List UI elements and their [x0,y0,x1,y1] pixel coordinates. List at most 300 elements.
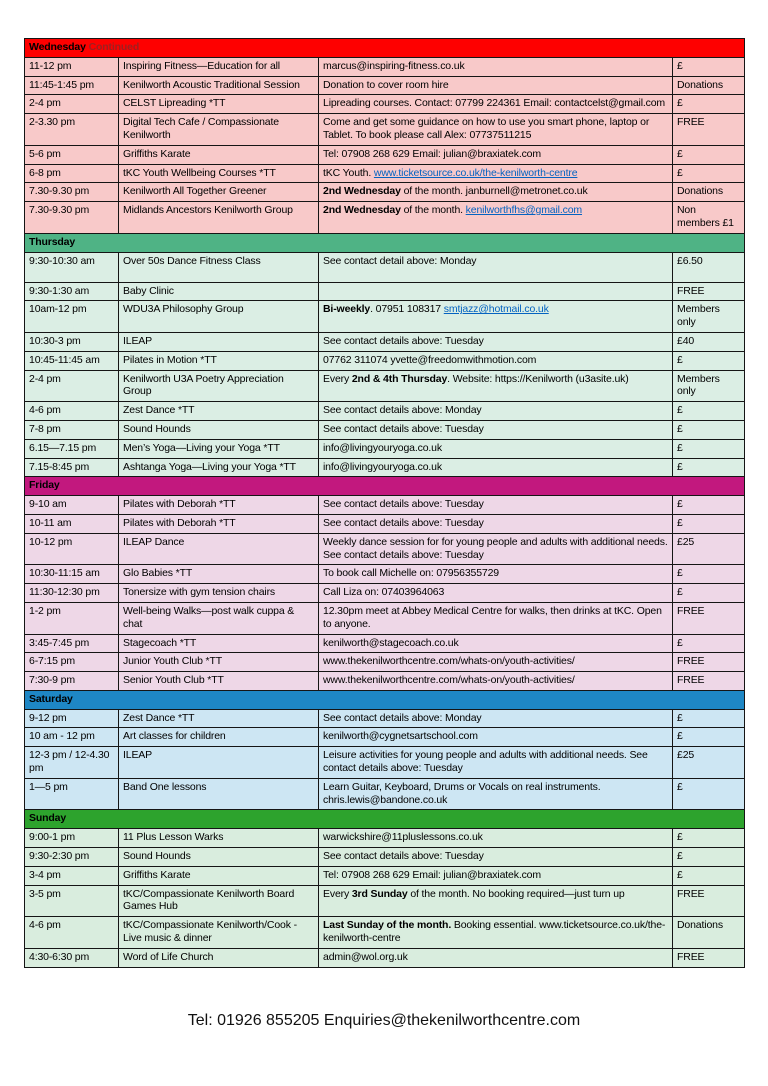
activity-cell [119,565,319,584]
cell-text: Donations [677,78,723,91]
time-cell [25,514,119,533]
cell-text: 10-12 pm [29,535,73,548]
activity-cell [119,584,319,603]
time-cell [25,420,119,439]
schedule-row [25,458,745,477]
cell-text: 7:30-9 pm [29,674,75,687]
activity-cell [119,948,319,967]
time-cell [25,301,119,333]
cell-text: 3:45-7:45 pm [29,636,90,649]
cost-cell [673,496,745,515]
activity-cell [119,57,319,76]
cell-text: 7.30-9.30 pm [29,185,90,198]
cost-cell [673,57,745,76]
link-text[interactable]: kenilworthfhs@gmail.com [465,204,583,217]
schedule-row [25,496,745,515]
cell-text: Booking essential. www.ticketsource.co.uk/the-kenilworth-centre [323,919,666,945]
details-cell [319,332,673,351]
cell-text: Junior Youth Club *TT [123,655,222,668]
cell-text: £25 [677,535,695,548]
details-cell [319,709,673,728]
cell-text: 9:30-10:30 am [29,254,95,267]
cell-text: 3-5 pm [29,887,61,900]
cost-cell [673,728,745,747]
schedule-row [25,778,745,810]
cost-cell [673,565,745,584]
schedule-row [25,533,745,565]
cost-cell [673,282,745,301]
cell-text: 10 am - 12 pm [29,730,95,743]
schedule-row [25,252,745,282]
details-cell [319,57,673,76]
cell-text: Digital Tech Cafe / Compassionate Kenilworth [123,116,279,141]
cost-cell [673,370,745,402]
cell-text: £ [677,850,683,863]
cell-text: Every [323,887,352,900]
activity-cell [119,164,319,183]
cell-text: £ [677,460,683,473]
cell-text: 07762 311074 yvette@freedomwithmotion.com [323,353,537,366]
schedule-row [25,634,745,653]
section-header-wednesday [25,39,745,58]
details-cell [319,420,673,439]
time-cell [25,496,119,515]
time-cell [25,778,119,810]
time-cell [25,829,119,848]
activity-cell [119,917,319,949]
time-cell [25,584,119,603]
details-cell [319,402,673,421]
cell-text: ILEAP [123,749,153,762]
cost-cell [673,514,745,533]
schedule-row [25,95,745,114]
schedule-row [25,866,745,885]
cell-text: 6-7:15 pm [29,655,75,668]
cell-text: 10:30-11:15 am [29,567,100,580]
cell-text: £6.50 [677,254,703,267]
cell-text: Tel: 07908 268 629 Email: julian@braxiatek.com [323,868,541,881]
cell-text: 10:45-11:45 am [29,353,100,366]
cell-text: info@livingyouryoga.co.uk [323,460,442,473]
cell-text: Call Liza on: 07403964063 [323,586,445,599]
cell-text: Art classes for children [123,730,226,743]
time-cell [25,95,119,114]
cell-text: kenilworth@stagecoach.co.uk [323,636,459,649]
cell-text: £25 [677,749,695,762]
time-cell [25,602,119,634]
cost-cell [673,114,745,146]
cell-text: 11 Plus Lesson Warks [123,831,224,844]
cell-text: 11:45-1:45 pm [29,78,94,91]
cell-text: £ [677,730,683,743]
section-header-friday [25,477,745,496]
activity-cell [119,76,319,95]
day-label: Friday [29,479,60,492]
cell-text: £ [677,567,683,580]
cell-text: ILEAP Dance [123,535,185,548]
activity-cell [119,252,319,282]
details-cell [319,602,673,634]
activity-cell [119,885,319,917]
time-cell [25,370,119,402]
schedule-row [25,332,745,351]
time-cell [25,866,119,885]
cell-text: See contact detail above: Monday [323,254,477,267]
cell-text: See contact details above: Monday [323,404,482,417]
cell-text: £40 [677,334,695,347]
cell-text: £ [677,498,683,511]
cell-text: See contact details above: Monday [323,711,482,724]
cell-text: Glo Babies *TT [123,567,193,580]
cost-cell [673,747,745,779]
activity-cell [119,709,319,728]
cell-text: of the month. [400,204,466,217]
cell-text: Ashtanga Yoga—Living your Yoga *TT [123,460,296,473]
schedule-row [25,565,745,584]
cost-cell [673,848,745,867]
cell-text: 4:30-6:30 pm [29,950,90,963]
activity-cell [119,301,319,333]
cell-text: Every [323,372,352,385]
schedule-row [25,76,745,95]
cell-text: 2nd Wednesday [323,185,401,198]
schedule-row [25,829,745,848]
cell-text: 2-4 pm [29,97,61,110]
cell-text: 9:30-1:30 am [29,284,90,297]
cell-text: £ [677,353,683,366]
cell-text: £ [677,441,683,454]
section-header-row-sunday [25,810,745,829]
schedule-table-body [25,39,745,968]
cell-text: FREE [677,604,705,617]
time-cell [25,885,119,917]
time-cell [25,634,119,653]
cell-text: of the month. janburnell@metronet.co.uk [400,185,588,198]
cell-text: 9:00-1 pm [29,831,75,844]
cell-text: Come and get some guidance on how to use you smart phone, laptop or Tablet. To book please call Alex: 07737511215 [323,116,650,141]
cell-text: Men’s Yoga—Living your Yoga *TT [123,441,280,454]
time-cell [25,653,119,672]
time-cell [25,948,119,967]
cell-text: Lipreading courses. Contact: 07799 224361 Email: contactcelst@gmail.com [323,97,666,110]
cell-text: Band One lessons [123,780,207,793]
schedule-row [25,653,745,672]
section-header-sunday [25,810,745,829]
cell-text: £ [677,59,683,72]
cost-cell [673,95,745,114]
cell-text: . Website: https://Kenilworth (u3asite.uk) [447,372,629,385]
link-text[interactable]: www.ticketsource.co.uk/the-kenilworth-centre [373,166,578,179]
cell-text: Weekly dance session for for young people and adults with additional needs. See contact details above: Tuesday [323,535,668,561]
activity-cell [119,439,319,458]
cell-text: WDU3A Philosophy Group [123,303,244,316]
schedule-row [25,420,745,439]
cell-text: See contact details above: Tuesday [323,422,484,435]
time-cell [25,439,119,458]
details-cell [319,145,673,164]
activity-cell [119,533,319,565]
schedule-row [25,709,745,728]
cost-cell [673,672,745,691]
cell-text: 5-6 pm [29,147,61,160]
cell-text: £ [677,711,683,724]
schedule-row [25,672,745,691]
details-cell [319,747,673,779]
cell-text: 12-3 pm / 12-4.30 pm [29,749,110,775]
schedule-row [25,114,745,146]
cell-text: £ [677,831,683,844]
cell-text: Sound Hounds [123,422,191,435]
schedule-row [25,848,745,867]
cost-cell [673,653,745,672]
time-cell [25,848,119,867]
cell-text: Pilates with Deborah *TT [123,516,236,529]
time-cell [25,202,119,234]
schedule-row [25,370,745,402]
schedule-row [25,202,745,234]
cost-cell [673,885,745,917]
cost-cell [673,917,745,949]
day-label: Saturday [29,692,73,705]
cell-text: See contact details above: Tuesday [323,850,484,863]
cell-text: 6.15—7.15 pm [29,441,97,454]
cell-text: Kenilworth U3A Poetry Appreciation Group [123,372,284,398]
cost-cell [673,145,745,164]
details-cell [319,728,673,747]
cost-cell [673,351,745,370]
details-cell [319,496,673,515]
cell-text: 7-8 pm [29,422,61,435]
cell-text: Word of Life Church [123,950,214,963]
schedule-row [25,747,745,779]
section-header-thursday [25,233,745,252]
cell-text: tKC Youth. [323,166,374,179]
cell-text: Baby Clinic [123,284,174,297]
time-cell [25,282,119,301]
cell-text: Members only [677,372,720,398]
cell-text: ILEAP [123,334,153,347]
cell-text: 4-6 pm [29,919,61,932]
details-cell [319,634,673,653]
section-header-row-thursday [25,233,745,252]
cell-text: £ [677,516,683,529]
continued-label: Continued [85,41,140,53]
cell-text: 11-12 pm [29,59,72,72]
activity-cell [119,778,319,810]
cost-cell [673,301,745,333]
activity-cell [119,95,319,114]
day-label: Wednesday [29,41,86,53]
cost-cell [673,332,745,351]
cost-cell [673,602,745,634]
cost-cell [673,402,745,421]
activity-cell [119,602,319,634]
cell-text: 3rd Sunday [351,887,408,900]
cost-cell [673,709,745,728]
details-cell [319,565,673,584]
cell-text: £ [677,166,683,179]
schedule-row [25,885,745,917]
details-cell [319,829,673,848]
cell-text: FREE [677,116,705,129]
schedule-row [25,948,745,967]
cell-text: tKC/Compassionate Kenilworth Board Games Hub [123,887,295,913]
cost-cell [673,76,745,95]
cell-text: Midlands Ancestors Kenilworth Group [123,204,293,217]
cell-text: 4-6 pm [29,404,61,417]
cell-text: 7.30-9.30 pm [29,204,90,217]
details-cell [319,917,673,949]
cell-text: Stagecoach *TT [123,636,197,649]
activity-cell [119,145,319,164]
cell-text: CELST Lipreading *TT [123,97,226,110]
details-cell [319,848,673,867]
schedule-row [25,301,745,333]
link-text[interactable]: smtjazz@hotmail.co.uk [443,303,549,316]
schedule-row [25,402,745,421]
details-cell [319,948,673,967]
cell-text: Learn Guitar, Keyboard, Drums or Vocals on real instruments. chris.lewis@bandone.co.uk [323,780,601,806]
cell-text: Zest Dance *TT [123,711,195,724]
cell-text: 10am-12 pm [29,303,87,316]
schedule-row [25,351,745,370]
cell-text: Senior Youth Club *TT [123,674,224,687]
cell-text: £ [677,404,683,417]
cell-text: Over 50s Dance Fitness Class [123,254,261,267]
cost-cell [673,164,745,183]
details-cell [319,885,673,917]
cell-text: kenilworth@cygnetsartschool.com [323,730,478,743]
time-cell [25,402,119,421]
cell-text: Inspiring Fitness—Education for all [123,59,280,72]
cell-text: Bi-weekly [323,303,371,316]
cell-text: warwickshire@11pluslessons.co.uk [323,831,483,844]
time-cell [25,458,119,477]
time-cell [25,917,119,949]
cell-text: 12.30pm meet at Abbey Medical Centre for walks, then drinks at tKC. Open to anyone. [323,604,662,630]
time-cell [25,57,119,76]
details-cell [319,514,673,533]
activity-cell [119,747,319,779]
details-cell [319,164,673,183]
cost-cell [673,829,745,848]
cell-text: Donations [677,185,723,198]
cell-text: Last Sunday of the month. [323,919,452,932]
cell-text: To book call Michelle on: 07956355729 [323,567,499,580]
activity-cell [119,402,319,421]
schedule-row [25,57,745,76]
schedule-row [25,584,745,603]
time-cell [25,351,119,370]
cell-text: Sound Hounds [123,850,191,863]
time-cell [25,709,119,728]
activity-cell [119,370,319,402]
details-cell [319,458,673,477]
time-cell [25,183,119,202]
schedule-row [25,282,745,301]
footer-contact: Tel: 01926 855205 Enquiries@thekenilworthcentre.com [187,1012,581,1029]
cell-text: FREE [677,284,705,297]
cell-text: 9:30-2:30 pm [29,850,90,863]
cell-text: tKC Youth Wellbeing Courses *TT [123,166,276,179]
cell-text: of the month. No booking required—just turn up [407,887,625,900]
cell-text: Tonersize with gym tension chairs [123,586,276,599]
cell-text: Kenilworth All Together Greener [123,185,267,198]
cell-text: Members only [677,303,720,329]
cell-text: Kenilworth Acoustic Traditional Session [123,78,300,91]
time-cell [25,533,119,565]
cost-cell [673,866,745,885]
cell-text: 9-12 pm [29,711,67,724]
time-cell [25,565,119,584]
cell-text: Pilates with Deborah *TT [123,498,236,511]
cell-text: £ [677,147,683,160]
details-cell [319,439,673,458]
cell-text: Non members £1 [677,204,734,229]
schedule-row [25,183,745,202]
cell-text: Pilates in Motion *TT [123,353,217,366]
time-cell [25,145,119,164]
cost-cell [673,634,745,653]
activity-cell [119,183,319,202]
cell-text: FREE [677,655,705,668]
time-cell [25,164,119,183]
cell-text: www.thekenilworthcentre.com/whats-on/youth-activities/ [323,674,575,687]
schedule-row [25,439,745,458]
cell-text: £ [677,586,683,599]
time-cell [25,728,119,747]
activity-cell [119,458,319,477]
time-cell [25,76,119,95]
cell-text: 2nd & 4th Thursday [351,372,448,385]
activity-cell [119,282,319,301]
cell-text: 1-2 pm [29,604,61,617]
schedule-row [25,514,745,533]
cell-text: £ [677,97,683,110]
details-cell [319,252,673,282]
details-cell [319,584,673,603]
cost-cell [673,533,745,565]
details-cell [319,778,673,810]
time-cell [25,332,119,351]
cell-text: marcus@inspiring-fitness.co.uk [323,59,465,72]
details-cell [319,282,673,301]
schedule-row [25,728,745,747]
activity-cell [119,202,319,234]
cost-cell [673,584,745,603]
cell-text: www.thekenilworthcentre.com/whats-on/youth-activities/ [323,655,575,668]
cell-text: See contact details above: Tuesday [323,516,484,529]
cell-text: £ [677,868,683,881]
activity-cell [119,728,319,747]
section-header-row-saturday [25,690,745,709]
details-cell [319,95,673,114]
cost-cell [673,458,745,477]
activity-cell [119,634,319,653]
activity-cell [119,114,319,146]
activity-cell [119,848,319,867]
time-cell [25,114,119,146]
cost-cell [673,202,745,234]
time-cell [25,747,119,779]
activity-cell [119,496,319,515]
cell-text: . 07951 108317 [370,303,444,316]
cell-text: admin@wol.org.uk [323,950,408,963]
day-label: Thursday [29,235,76,248]
details-cell [319,672,673,691]
cell-text: 2nd Wednesday [323,204,401,217]
schedule-row [25,164,745,183]
